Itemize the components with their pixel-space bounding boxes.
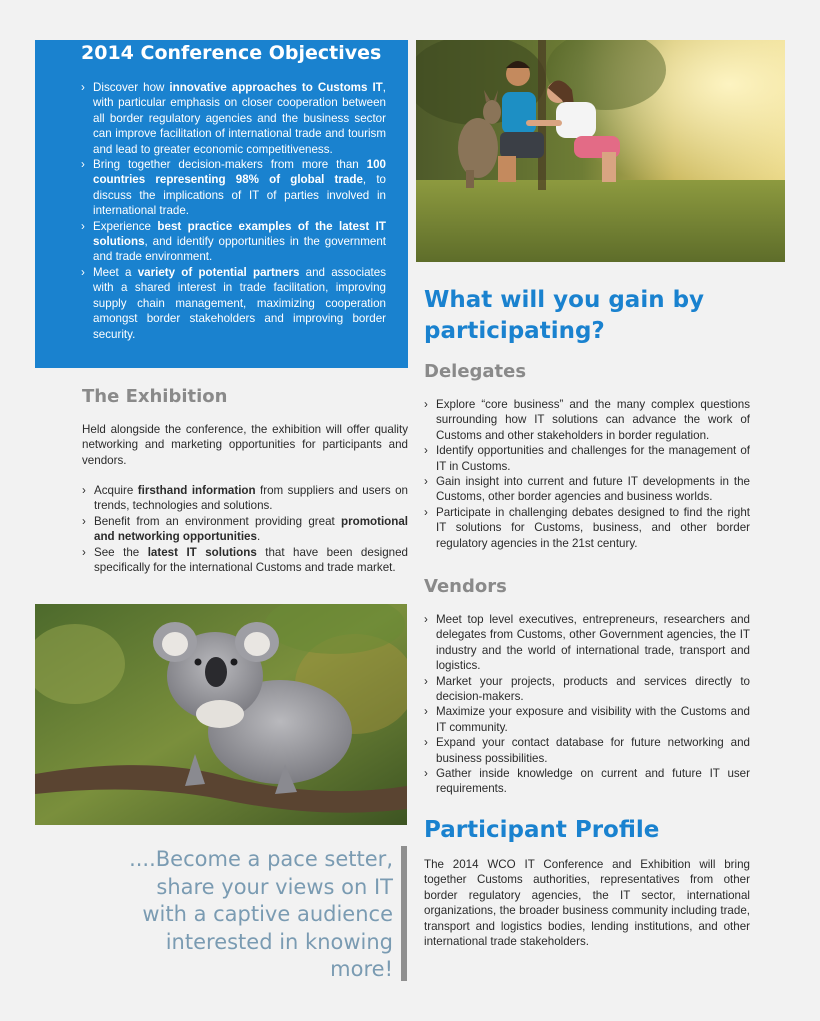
- pull-quote: ....Become a pace setter, share your views on IT with a captive audience interested in knowing more!: [129, 847, 393, 981]
- exhibition-list: [82, 483, 408, 575]
- objectives-panel: [35, 40, 408, 368]
- list-item: › Bring together decision-makers from more than 100 countries representing 98% of global trade, to discuss the implications of IT of parties involved in international trade.: [81, 157, 386, 219]
- delegates-list: [424, 397, 750, 551]
- list-item: › Experience best practice examples of the latest IT solutions, and identify opportunities in the government and trade environment.: [81, 219, 386, 265]
- list-item: › Expand your contact database for future networking and business possibilities.: [424, 735, 750, 766]
- vendors-title: Vendors: [424, 576, 507, 597]
- quote-divider: [401, 846, 407, 981]
- profile-section: [424, 815, 764, 846]
- exhibition-title: The Exhibition: [82, 386, 228, 407]
- gain-title: What will you gain by participating?: [424, 287, 705, 344]
- list-item: › Discover how innovative approaches to Customs IT, with particular emphasis on closer cooperation between all border regulatory agencies and the business sector can improve facilitation of international trade and tourism and lead to greater economic competitiveness.: [81, 80, 386, 157]
- list-item: › Market your projects, products and services directly to decision-makers.: [424, 674, 750, 705]
- profile-text: The 2014 WCO IT Conference and Exhibition will bring together Customs authorities, representatives from other border regulatory agencies, the IT sector, international organizations, the broader business community including trade, transport and logistics bodies, lending institutions, and other international trade stakeholders.: [424, 858, 750, 949]
- vendors-list: [424, 612, 750, 797]
- kangaroo-photo: [416, 40, 785, 262]
- exhibition-section: [82, 386, 408, 407]
- list-item: › Identify opportunities and challenges for the management of IT in Customs.: [424, 443, 750, 474]
- list-item: › Meet a variety of potential partners and associates with a shared interest in trade facilitation, improving supply chain management, maximizing cooperation amongst border stakeholders and improving border security.: [81, 265, 386, 342]
- vendors-section: [424, 576, 764, 597]
- objectives-title: 2014 Conference Objectives: [81, 42, 382, 64]
- profile-title: Participant Profile: [424, 817, 660, 843]
- list-item: › Benefit from an environment providing great promotional and networking opportunities.: [82, 514, 408, 545]
- list-item: › Participate in challenging debates designed to find the right IT solutions for Customs, business, and other border regulatory agencies in the 21st century.: [424, 505, 750, 551]
- objectives-list: [81, 80, 386, 342]
- list-item: › See the latest IT solutions that have been designed specifically for the international Customs and trade market.: [82, 545, 408, 576]
- list-item: › Gain insight into current and future IT developments in the Customs, other border agencies and business worlds.: [424, 474, 750, 505]
- list-item: › Gather inside knowledge on current and future IT user requirements.: [424, 766, 750, 797]
- delegates-title: Delegates: [424, 361, 527, 382]
- list-item: › Acquire firsthand information from suppliers and users on trends, technologies and solutions.: [82, 483, 408, 514]
- gain-section: [424, 285, 764, 347]
- exhibition-intro: Held alongside the conference, the exhibition will offer quality networking and marketing opportunities for participants and vendors.: [82, 423, 408, 467]
- list-item: › Explore “core business” and the many complex questions surrounding how IT solutions can advance the work of Customs and other stakeholders in border regulation.: [424, 397, 750, 443]
- list-item: › Meet top level executives, entrepreneurs, researchers and delegates from Customs, other Government agencies, the IT industry and the world of international trade, transport and logistics.: [424, 612, 750, 674]
- list-item: › Maximize your exposure and visibility with the Customs and IT community.: [424, 704, 750, 735]
- koala-photo: [35, 604, 407, 825]
- delegates-section: [424, 361, 764, 382]
